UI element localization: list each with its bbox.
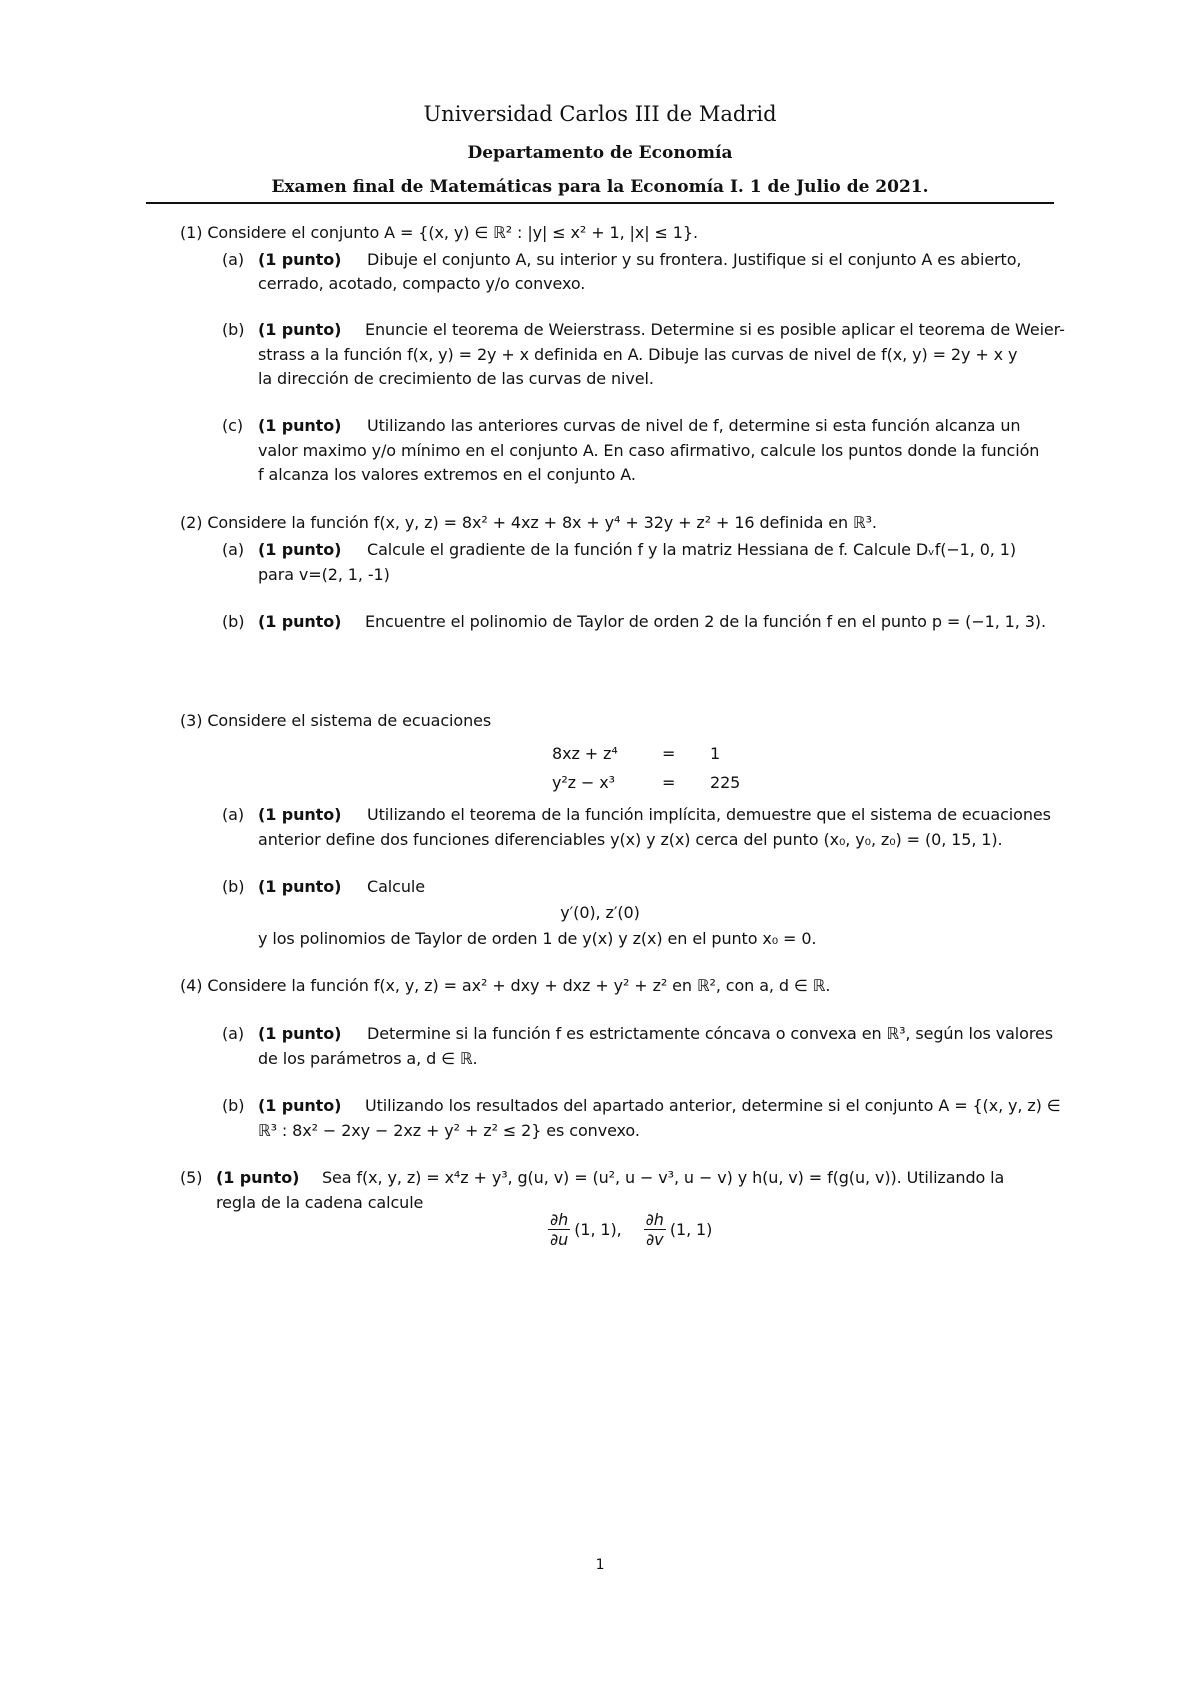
q5-points: (1 punto)	[216, 1168, 300, 1187]
dh-du-denominator: ∂u	[550, 1230, 569, 1249]
q4b-text-line2: ℝ³ : 8x² − 2xy − 2xz + y² + z² ≤ 2} es convexo.	[258, 1121, 640, 1140]
q2a-points: (1 punto)	[258, 540, 342, 559]
q2a-text-line2: para v=(2, 1, -1)	[258, 565, 390, 584]
page-number: 1	[595, 1557, 605, 1573]
eq2-rhs: 225	[710, 773, 741, 792]
eq2-lhs: y²z − x³	[552, 773, 615, 792]
q4b-label: (b)	[222, 1096, 245, 1115]
exam-title: Examen final de Matemáticas para la Economía I. 1 de Julio de 2021.	[271, 177, 929, 197]
q2-stem: (2) Considere la función f(x, y, z) = 8x² + 4xz + 8x + y⁴ + 32y + z² + 16 definida en ℝ³.	[180, 513, 877, 532]
header-rule	[146, 202, 1054, 204]
q4a-points: (1 punto)	[258, 1024, 342, 1043]
q5-partial-derivatives	[548, 1210, 712, 1249]
q4b-text-line1: Utilizando los resultados del apartado anterior, determine si el conjunto A = {(x, y, z) ∈	[365, 1096, 1061, 1115]
q1a-points: (1 punto)	[258, 250, 342, 269]
q1b-text-line2: strass a la función f(x, y) = 2y + x definida en A. Dibuje las curvas de nivel de f(x, y) = 2y + x y	[258, 345, 1018, 364]
q3a-label: (a)	[222, 805, 244, 824]
q1a-label: (a)	[222, 250, 244, 269]
eq1-rhs: 1	[710, 744, 721, 763]
q3-stem: (3) Considere el sistema de ecuaciones	[180, 711, 492, 730]
q1a-text-line2: cerrado, acotado, compacto y/o convexo.	[258, 274, 586, 293]
q1b-text-line1: Enuncie el teorema de Weierstrass. Determine si es posible aplicar el teorema de Weier-	[365, 320, 1065, 339]
q2a-text-line1: Calcule el gradiente de la función f y la matriz Hessiana de f. Calcule Dᵥf(−1, 0, 1)	[367, 540, 1017, 559]
q1c-text-line1: Utilizando las anteriores curvas de nivel de f, determine si esta función alcanza un	[367, 416, 1021, 435]
university-name: Universidad Carlos III de Madrid	[423, 102, 777, 126]
q4a-text-line2: de los parámetros a, d ∈ ℝ.	[258, 1049, 478, 1068]
q1-stem: (1) Considere el conjunto A = {(x, y) ∈ ℝ² : |y| ≤ x² + 1, |x| ≤ 1}.	[180, 223, 698, 242]
q4a-label: (a)	[222, 1024, 244, 1043]
q5-text-line2: regla de la cadena calcule	[216, 1193, 424, 1212]
q1c-label: (c)	[222, 416, 243, 435]
q3a-points: (1 punto)	[258, 805, 342, 824]
q1b-label: (b)	[222, 320, 245, 339]
q5-text-line1: Sea f(x, y, z) = x⁴z + y³, g(u, v) = (u², u − v³, u − v) y h(u, v) = f(g(u, v)). Utilizando la	[322, 1168, 1005, 1187]
q2b-points: (1 punto)	[258, 612, 342, 631]
dh-dv-fraction	[644, 1210, 666, 1249]
q4-stem: (4) Considere la función f(x, y, z) = ax² + dxy + dxz + y² + z² en ℝ², con a, d ∈ ℝ.	[180, 976, 831, 995]
q3-equation-system	[552, 744, 750, 792]
q1b-text-line3: la dirección de crecimiento de las curvas de nivel.	[258, 369, 654, 388]
q3b-label: (b)	[222, 877, 245, 896]
dh-du-fraction	[548, 1210, 570, 1249]
dh-dv-denominator: ∂v	[645, 1230, 664, 1249]
q3b-expression: y′(0), z′(0)	[560, 903, 640, 922]
q2b-label: (b)	[222, 612, 245, 631]
q3b-word: Calcule	[367, 877, 425, 896]
dh-du-numerator: ∂h	[550, 1210, 569, 1229]
q3a-text-line1: Utilizando el teorema de la función implícita, demuestre que el sistema de ecuaciones	[367, 805, 1051, 824]
q2b-text-line1: Encuentre el polinomio de Taylor de orden 2 de la función f en el punto p = (−1, 1, 3).	[365, 612, 1046, 631]
dh-du-argument: (1, 1),	[574, 1220, 622, 1239]
q3b-text-line2: y los polinomios de Taylor de orden 1 de y(x) y z(x) en el punto x₀ = 0.	[258, 929, 817, 948]
q1a-text-line1: Dibuje el conjunto A, su interior y su frontera. Justifique si el conjunto A es abierto,	[367, 250, 1022, 269]
q3b-points: (1 punto)	[258, 877, 342, 896]
q5-label: (5)	[180, 1168, 203, 1187]
department-name: Departamento de Economía	[467, 143, 733, 163]
eq2-op: =	[662, 773, 676, 792]
q1c-text-line2: valor maximo y/o mínimo en el conjunto A. En caso afirmativo, calcule los puntos donde la función	[258, 441, 1040, 460]
q1b-points: (1 punto)	[258, 320, 342, 339]
eq1-op: =	[662, 744, 676, 763]
dh-dv-numerator: ∂h	[645, 1210, 664, 1229]
dh-dv-argument: (1, 1)	[669, 1220, 713, 1239]
q1c-points: (1 punto)	[258, 416, 342, 435]
q1c-text-line3: f alcanza los valores extremos en el conjunto A.	[258, 465, 636, 484]
eq1-lhs: 8xz + z⁴	[552, 744, 618, 763]
q3a-text-line2: anterior define dos funciones diferenciables y(x) y z(x) cerca del punto (x₀, y₀, z₀) = (0, 15, 1).	[258, 830, 1003, 849]
q4a-text-line1: Determine si la función f es estrictamente cóncava o convexa en ℝ³, según los valores	[367, 1024, 1053, 1043]
q4b-points: (1 punto)	[258, 1096, 342, 1115]
q2a-label: (a)	[222, 540, 244, 559]
